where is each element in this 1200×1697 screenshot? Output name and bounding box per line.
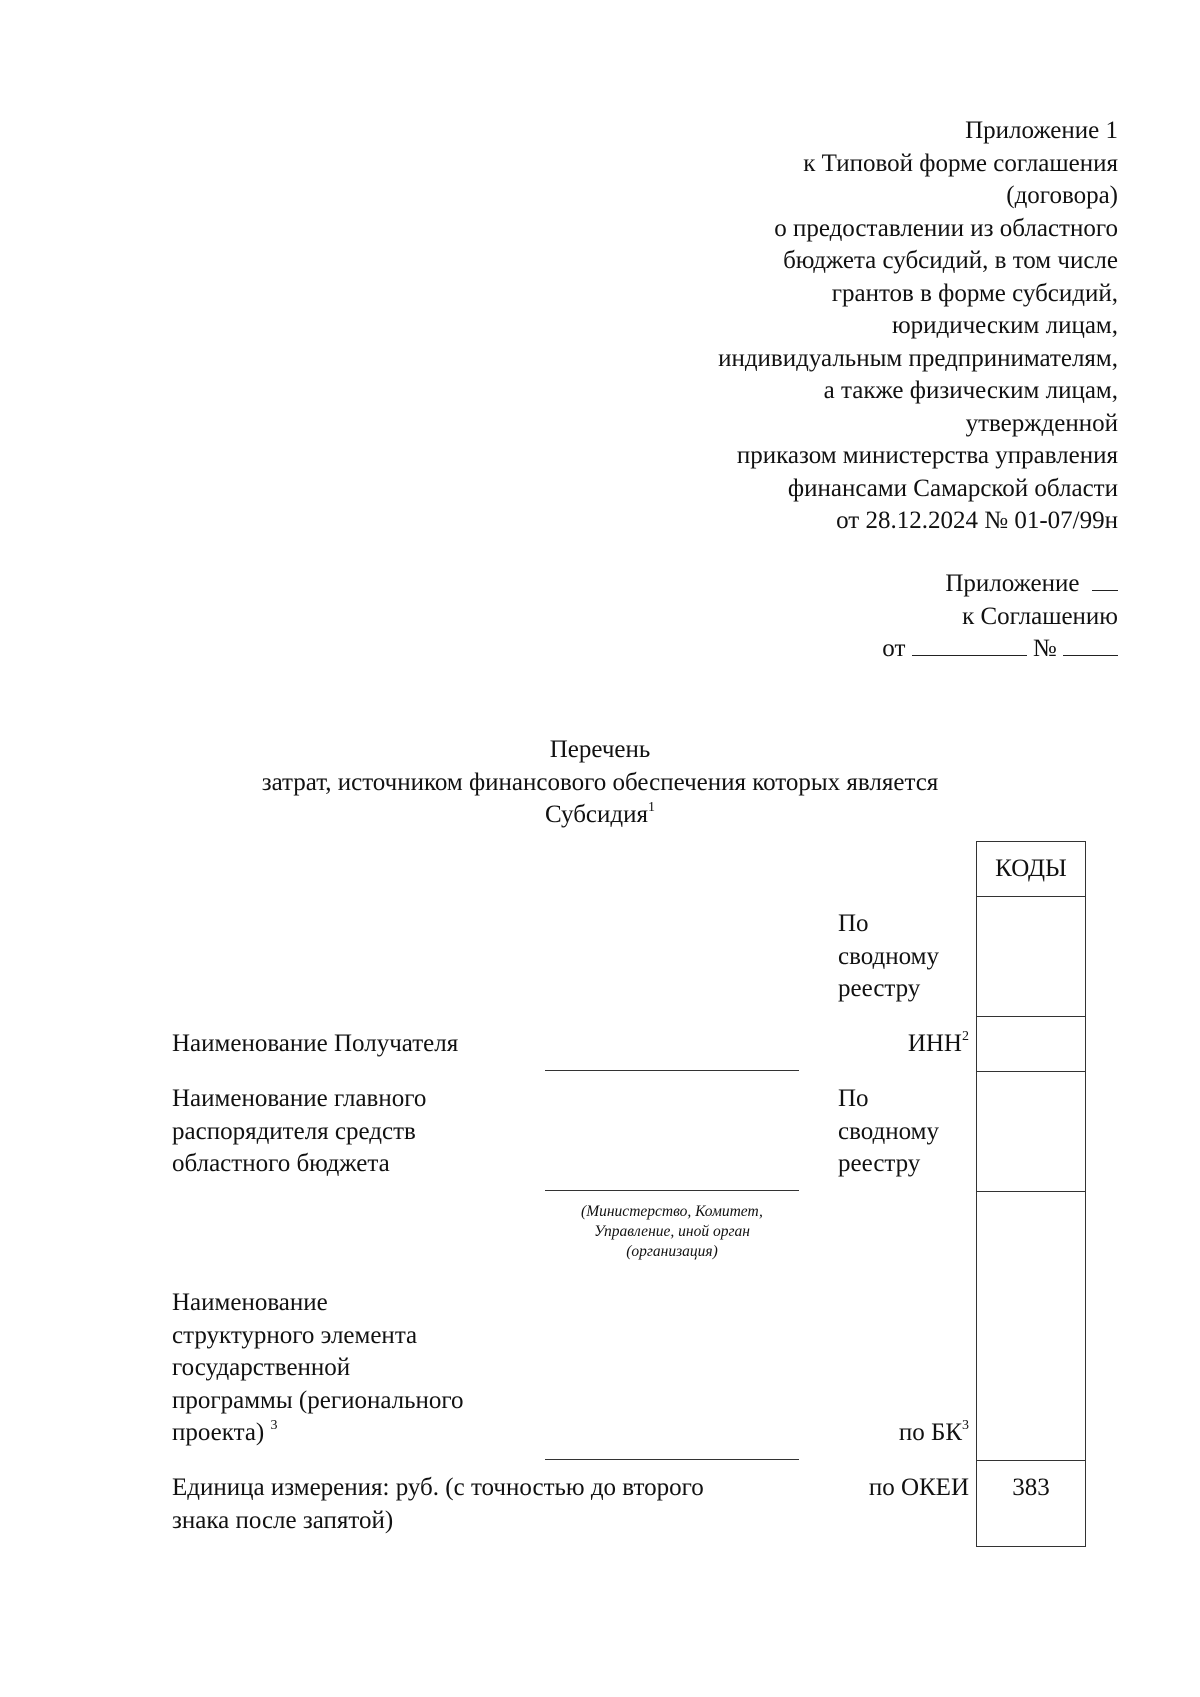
header-line: юридическим лицам, bbox=[891, 312, 1118, 339]
appendix-number-blank bbox=[1092, 568, 1118, 591]
recipient-name-field[interactable] bbox=[545, 1070, 799, 1071]
title-line-1: Перечень bbox=[549, 736, 651, 763]
appendix-label: Приложение bbox=[945, 570, 1080, 597]
inn-label: ИНН$^2$ bbox=[907, 1028, 969, 1057]
structural-element-field[interactable] bbox=[545, 1459, 799, 1460]
codes-divider bbox=[976, 1016, 1086, 1017]
registry-label-2: По сводному реестру bbox=[838, 1085, 939, 1177]
recipient-label: Наименование Получателя bbox=[172, 1030, 459, 1057]
header-line: грантов в форме субсидий, bbox=[831, 279, 1118, 307]
footnote-ref-3b: 3 bbox=[962, 1417, 969, 1433]
header-line: к Типовой форме соглашения bbox=[803, 149, 1118, 177]
codes-divider bbox=[976, 1460, 1086, 1461]
registry-label-1: По сводному реестру bbox=[838, 910, 939, 1002]
title-line-3 bbox=[0, 799, 1200, 832]
agreement-reference bbox=[718, 568, 1118, 666]
header-line: (договора) bbox=[1006, 182, 1118, 209]
chief-distributor-field[interactable] bbox=[545, 1190, 799, 1191]
title-subsidy: Субсидия bbox=[544, 801, 648, 828]
unit-label: Единица измерения: руб. (с точностью до второго знака после запятой) bbox=[172, 1474, 704, 1534]
okei-label: по ОКЕИ bbox=[868, 1474, 969, 1501]
number-label: № bbox=[1032, 635, 1057, 662]
header-line: приказом министерства управления bbox=[736, 442, 1118, 469]
appendix-line bbox=[718, 568, 1118, 601]
structural-element-label: Наименование структурного элемента государственной программы (регионального проекта) $^3$ bbox=[172, 1289, 464, 1446]
header-line: Приложение 1 bbox=[965, 117, 1118, 144]
codes-divider bbox=[976, 1191, 1086, 1192]
chief-distributor-label: Наименование главного распорядителя средств областного бюджета bbox=[172, 1085, 427, 1177]
header-line: бюджета субсидий, в том числе bbox=[783, 247, 1118, 274]
to-agreement-line: к Соглашению bbox=[962, 602, 1118, 630]
header-line: о предоставлении из областного bbox=[774, 214, 1118, 242]
header-line: от 28.12.2024 № 01-07/99н bbox=[836, 507, 1118, 534]
document-title bbox=[0, 734, 1200, 832]
header-line: индивидуальным предпринимателям, bbox=[718, 344, 1118, 372]
title-line-2: затрат, источником финансового обеспечения которых является bbox=[261, 768, 939, 796]
header-line: а также физическим лицам, bbox=[823, 377, 1118, 404]
codes-divider bbox=[976, 1071, 1086, 1072]
footnote-ref-2: 2 bbox=[962, 1028, 969, 1044]
codes-divider bbox=[976, 896, 1086, 897]
codes-header: КОДЫ bbox=[995, 855, 1067, 882]
header-line: утвержденной bbox=[965, 409, 1118, 437]
header-line: финансами Самарской области bbox=[787, 474, 1118, 502]
bk-label: по $БК^3$ bbox=[898, 1417, 969, 1446]
agreement-date-blank bbox=[912, 633, 1027, 656]
agreement-date-number-line bbox=[718, 633, 1118, 666]
appendix-header bbox=[558, 115, 1118, 538]
okei-code: 383 bbox=[1012, 1474, 1050, 1501]
from-label: от bbox=[882, 635, 906, 662]
footnote-ref-1: 1 bbox=[648, 799, 655, 815]
codes-column bbox=[976, 841, 1086, 1547]
agreement-number-blank bbox=[1063, 633, 1118, 656]
chief-distributor-caption: (Министерство, Комитет, Управление, иной орган (организация) bbox=[581, 1203, 763, 1260]
footnote-ref-3: 3 bbox=[270, 1417, 278, 1433]
